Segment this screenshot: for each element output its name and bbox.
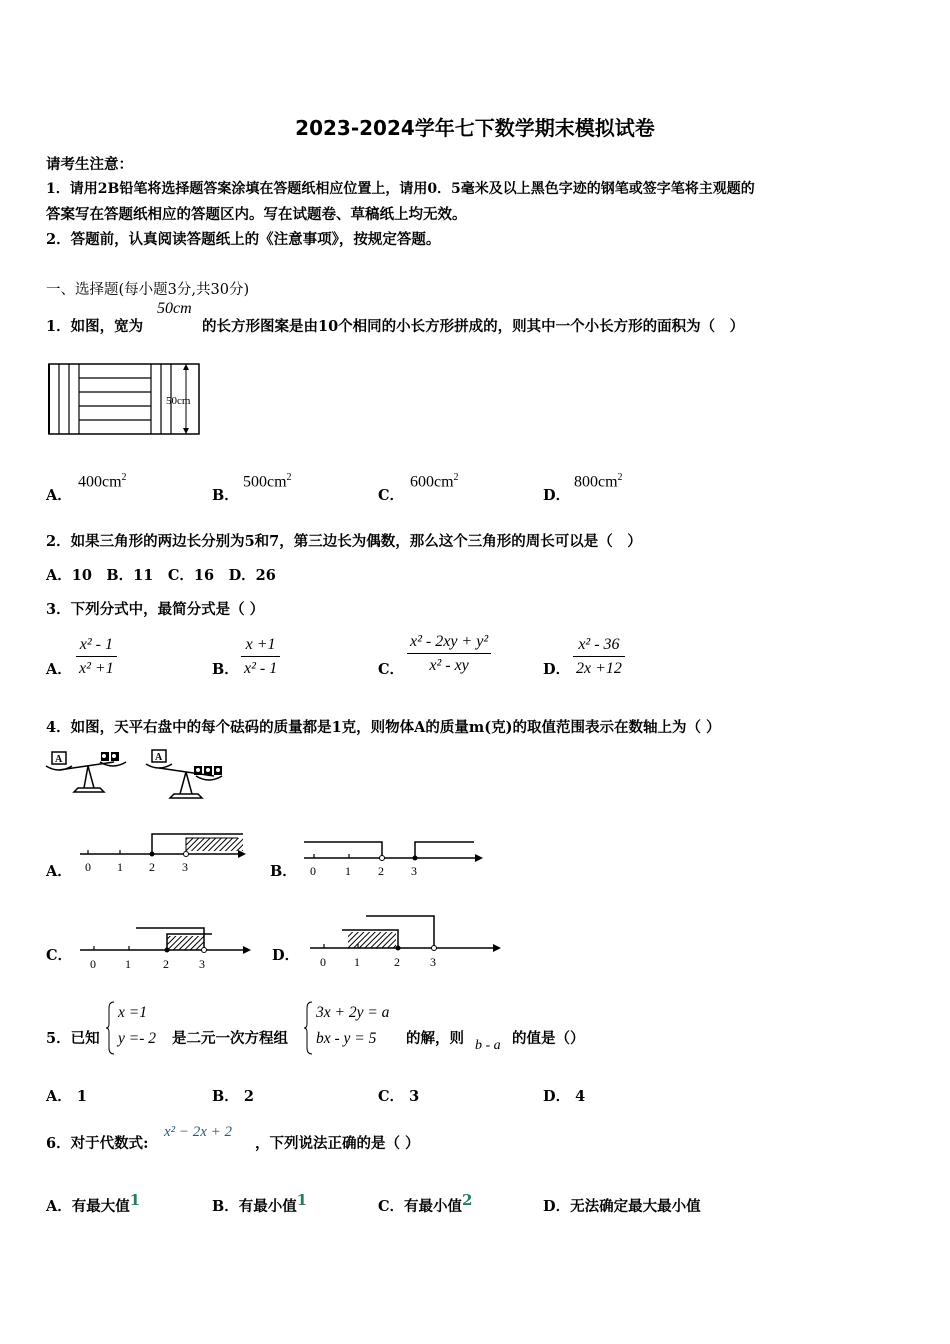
q6-text-post: ，下列说法正确的是（ ） xyxy=(255,1135,420,1152)
balance-1-object-label: A xyxy=(55,754,63,765)
tick-2: 2 xyxy=(163,957,169,971)
q5-system-1 xyxy=(118,1000,156,1052)
q1-width-value: 50cm xyxy=(157,300,192,317)
q5-option-b[interactable]: B． 2 xyxy=(212,1088,254,1105)
q1-figure-label: 50cm xyxy=(166,395,191,407)
q5-text-post: 的值是（） xyxy=(512,1030,585,1047)
q3-option-a-label[interactable]: A． xyxy=(46,661,72,678)
q1-text-post: 的长方形图案是由10个相同的小长方形拼成的，则其中一个小长方形的面积为（ ） xyxy=(202,318,745,335)
q2-options[interactable]: A．10 B．11 C．16 D．26 xyxy=(46,567,276,584)
q4-option-a-number-line xyxy=(78,828,250,876)
section-heading: 一、选择题(每小题3分,共30分) xyxy=(46,282,250,298)
q4-balance-figures xyxy=(44,748,224,804)
q5-brace-1 xyxy=(106,1000,116,1056)
q4-option-a-label[interactable]: A． xyxy=(46,863,72,880)
q5-text-mid: 是二元一次方程组 xyxy=(172,1030,288,1047)
tick-2: 2 xyxy=(149,860,155,874)
q5-system-2 xyxy=(316,1000,389,1052)
tick-1: 1 xyxy=(354,955,360,969)
q1-option-b-value: $500cm^2$ xyxy=(243,472,292,491)
q3-option-b-label[interactable]: B． xyxy=(212,661,239,678)
q5-system-1-eq-2: y =- 2 xyxy=(118,1030,157,1047)
q3-option-d-label[interactable]: D． xyxy=(543,661,571,678)
q5-text-pre: 5．已知 xyxy=(46,1030,100,1047)
tick-2: 2 xyxy=(394,955,400,969)
q3-option-b-fraction: $\frac{x +1}{\text{x² - 1}}$ xyxy=(241,636,280,678)
notice-line-1: 1．请用2B铅笔将选择题答案涂填在答题纸相应位置上，请用0．5毫米及以上黑色字迹的钢笔或签字笔将主观题的 xyxy=(46,181,755,197)
balance-1 xyxy=(46,752,126,792)
q3-option-c-fraction: $\frac{\text{x² - 2xy + y²}}{\text{x² - xy}}$ xyxy=(407,633,491,675)
q1-text-pre: 1．如图，宽为 xyxy=(46,318,144,335)
q5-brace-2 xyxy=(304,1000,314,1056)
notice-line-2: 答案写在答题纸相应的答题区内。写在试题卷、草稿纸上均无效。 xyxy=(46,206,467,223)
q6-option-b[interactable]: B．有最小值1 xyxy=(212,1191,308,1215)
balance-2-object-label: A xyxy=(155,752,163,763)
q5-option-a[interactable]: A． 1 xyxy=(46,1088,87,1105)
q5-expression: b - a xyxy=(475,1038,501,1053)
q4-option-b-number-line xyxy=(302,832,488,878)
q5-system-2-eq-2: bx - y = 5 xyxy=(316,1030,377,1047)
q1-option-a-label[interactable]: A． xyxy=(46,487,72,504)
tick-3: 3 xyxy=(430,955,436,969)
tick-3: 3 xyxy=(182,860,188,874)
q5-system-1-eq-1: x =1 xyxy=(118,1004,147,1021)
q1-option-d-label[interactable]: D． xyxy=(543,487,571,504)
q1-option-d-value: $800cm^2$ xyxy=(574,472,623,491)
page-title: 2023-2024学年七下数学期末模拟试卷 xyxy=(295,116,655,140)
q5-text-then: 的解，则 xyxy=(406,1030,464,1047)
tick-0: 0 xyxy=(90,957,96,971)
q1-option-b-label[interactable]: B． xyxy=(212,487,239,504)
q6-expression: x² − 2x + 2 xyxy=(164,1124,233,1140)
q3-option-a-fraction: $\frac{\text{x² - 1}}{\text{x² +1}}$ xyxy=(76,636,117,678)
tick-1: 1 xyxy=(117,860,123,874)
tick-1: 1 xyxy=(345,864,351,878)
q4-option-d-label[interactable]: D． xyxy=(272,947,300,964)
q6-option-a[interactable]: A．有最大值1 xyxy=(46,1191,141,1215)
tick-1: 1 xyxy=(125,957,131,971)
balance-2 xyxy=(146,750,222,798)
q5-option-d[interactable]: D． 4 xyxy=(543,1088,586,1105)
q3-text: 3．下列分式中，最简分式是（ ） xyxy=(46,601,265,618)
q4-text: 4．如图，天平右盘中的每个砝码的质量都是1克，则物体A的质量m(克)的取值范围表示在数轴上为（ ） xyxy=(46,719,721,736)
q1-option-a-value: $400cm^2$ xyxy=(78,472,127,491)
q4-option-d-number-line xyxy=(306,910,506,972)
tick-3: 3 xyxy=(411,864,417,878)
tick-0: 0 xyxy=(85,860,91,874)
q6-option-c[interactable]: C．有最小值2 xyxy=(378,1191,473,1215)
notice-line-3: 2．答题前，认真阅读答题纸上的《注意事项》，按规定答题。 xyxy=(46,231,441,248)
notice-heading: 请考生注意： xyxy=(46,156,133,173)
tick-0: 0 xyxy=(320,955,326,969)
tick-2: 2 xyxy=(378,864,384,878)
q3-option-d-fraction: $\frac{\text{x² - 36}}{2x +12}$ xyxy=(573,636,625,678)
q6-option-d[interactable]: D．无法确定最大最小值 xyxy=(543,1198,701,1215)
q4-option-b-label[interactable]: B． xyxy=(270,863,297,880)
q2-text: 2．如果三角形的两边长分别为5和7，第三边长为偶数，那么这个三角形的周长可以是（ ） xyxy=(46,533,642,550)
q6-text-pre: 6．对于代数式: xyxy=(46,1135,149,1152)
q4-option-c-label[interactable]: C． xyxy=(46,947,73,964)
q5-system-2-eq-1: 3x + 2y = a xyxy=(316,1004,390,1021)
q1-option-c-value: $600cm^2$ xyxy=(410,472,459,491)
q1-rectangle-figure xyxy=(46,360,206,440)
q3-option-c-label[interactable]: C． xyxy=(378,661,405,678)
tick-3: 3 xyxy=(199,957,205,971)
q1-option-c-label[interactable]: C． xyxy=(378,487,405,504)
tick-0: 0 xyxy=(310,864,316,878)
q4-option-c-number-line xyxy=(78,920,256,972)
q5-option-c[interactable]: C． 3 xyxy=(378,1088,420,1105)
